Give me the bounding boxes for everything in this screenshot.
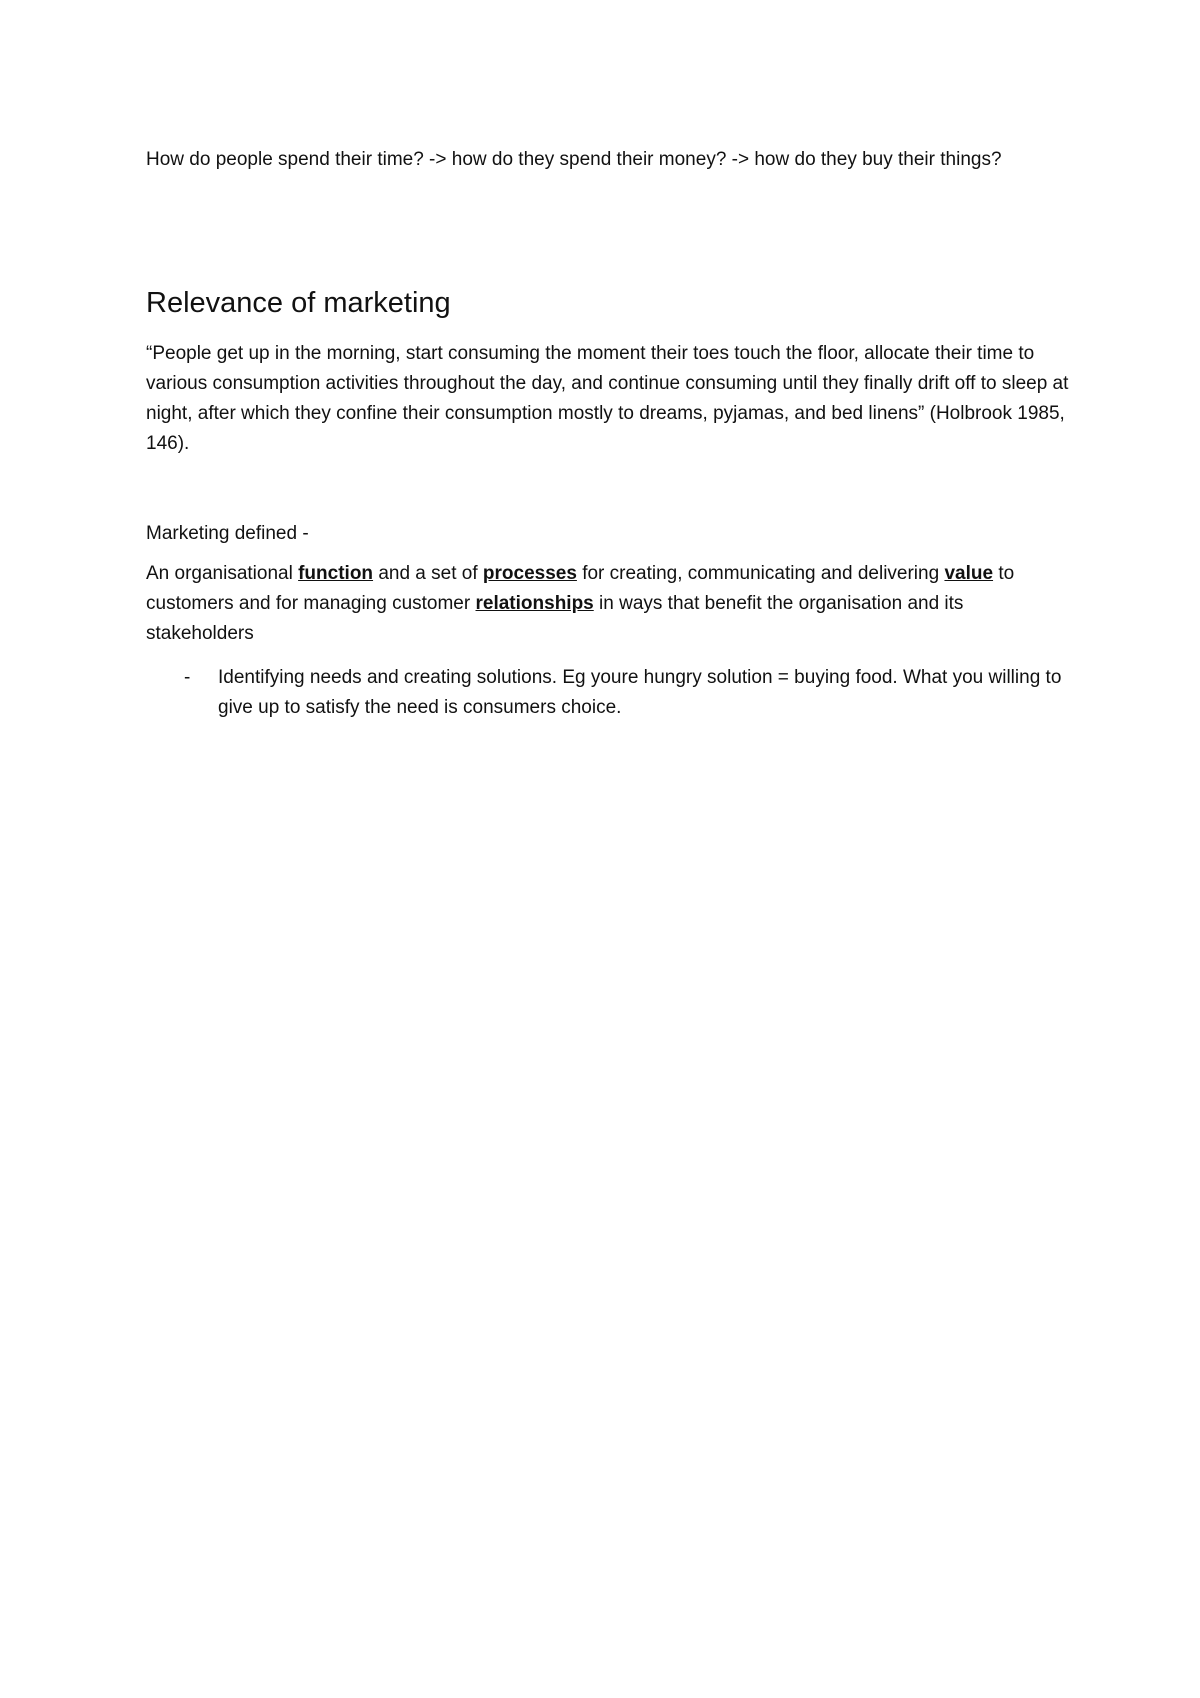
section-heading: Relevance of marketing [146, 287, 451, 319]
definition-text: for creating, communicating and delivering [576, 563, 945, 584]
term-processes: processes [482, 563, 577, 584]
document-body [146, 145, 1076, 723]
list-item-text: Identifying needs and creating solutions. Eg youre hungry solution = buying food. What you willing to give up to satisfy the need is consumers choice. [218, 667, 1062, 718]
definition-text: in ways that benefit the organisation and its stakeholders [146, 593, 964, 644]
definition-text: to customers and for managing customer [146, 563, 1015, 614]
bullet-list [146, 663, 1076, 723]
marketing-definition [146, 559, 1076, 649]
marketing-defined-title: Marketing defined - [146, 523, 309, 544]
term-function: function [298, 563, 374, 584]
definition-text: and a set of [373, 563, 483, 584]
definition-text: An organisational [146, 563, 299, 584]
term-relationships: relationships [475, 593, 594, 614]
holbrook-quote: “People get up in the morning, start consuming the moment their toes touch the floor, allocate their time to various consumption activities throughout the day, and continue consuming until they finally drift off to sleep at night, after which they confine their consumption mostly to dreams, pyjamas, and bed linens” (Holbrook 1985, 146). [146, 343, 1069, 454]
term-value: value [944, 563, 994, 584]
bullet-marker: - [184, 667, 191, 688]
list-item [146, 663, 1076, 723]
intro-paragraph: How do people spend their time? -> how do they spend their money? -> how do they buy their things? [146, 149, 1002, 170]
